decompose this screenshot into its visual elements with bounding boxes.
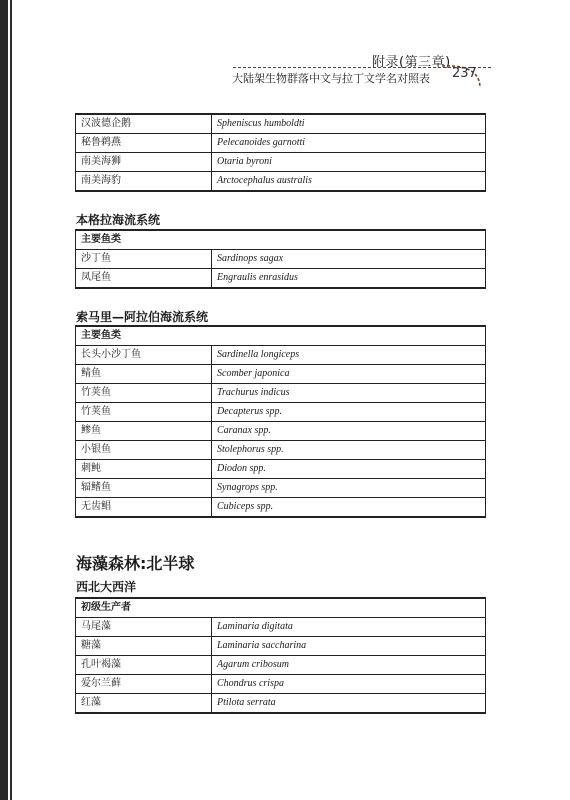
table-row: 竹荚鱼 Trachurus indicus [76, 384, 486, 403]
table-header-row: 主要鱼类 [76, 230, 486, 250]
left-border-line [10, 0, 12, 800]
table-row: 汉波德企鹅 Spheniscus humboldti [76, 114, 486, 134]
section-title-kelp: 海藻森林:北半球 [76, 554, 195, 573]
table-row: 长头小沙丁鱼 Sardinella longiceps [76, 346, 486, 365]
section-subtitle-nw-atlantic: 西北大西洋 [76, 580, 137, 594]
table-seabirds-mammals [75, 113, 486, 192]
table-row: 无齿鲳 Cubiceps spp. [76, 498, 486, 518]
table-row: 鲹鱼 Caranax spp. [76, 422, 486, 441]
table-row: 南美海狮 Otaria byroni [76, 153, 486, 172]
table-row: 鲭鱼 Scomber japonica [76, 365, 486, 384]
table-row: 南美海豹 Arctocephalus australis [76, 172, 486, 192]
table-row: 秘鲁鹈燕 Pelecanoides garnotti [76, 134, 486, 153]
table-row: 孔叶褐藻 Agarum cribosum [76, 656, 486, 675]
table-row: 凤尾鱼 Engraulis enrasidus [76, 269, 486, 289]
table-row: 糖藻 Laminaria saccharina [76, 637, 486, 656]
table-row: 辐鳍鱼 Synagrops spp. [76, 479, 486, 498]
table-row: 刺鲀 Diodon spp. [76, 460, 486, 479]
table-row: 爱尔兰藓 Chondrus crispa [76, 675, 486, 694]
section-title-somali: 索马里—阿拉伯海流系统 [76, 310, 209, 324]
table-benguela [75, 229, 486, 289]
table-row: 红藻 Ptilota serrata [76, 694, 486, 714]
section-title-benguela: 本格拉海流系统 [76, 213, 161, 227]
table-somali [75, 325, 486, 518]
table-header-row: 主要鱼类 [76, 326, 486, 346]
table-kelp [75, 597, 486, 714]
chapter-title: 附录(第三章) [372, 55, 451, 70]
table-row: 小银鱼 Stolephorus spp. [76, 441, 486, 460]
header-subtitle: 大陆架生物群落中文与拉丁文学名对照表 [232, 72, 430, 85]
table-row: 马尾藻 Laminaria digitata [76, 618, 486, 637]
page-number: 237 [452, 66, 477, 81]
left-border-bar [0, 0, 8, 800]
table-header-row: 初级生产者 [76, 598, 486, 618]
table-row: 竹荚鱼 Decapterus spp. [76, 403, 486, 422]
table-row: 沙丁鱼 Sardinops sagax [76, 250, 486, 269]
